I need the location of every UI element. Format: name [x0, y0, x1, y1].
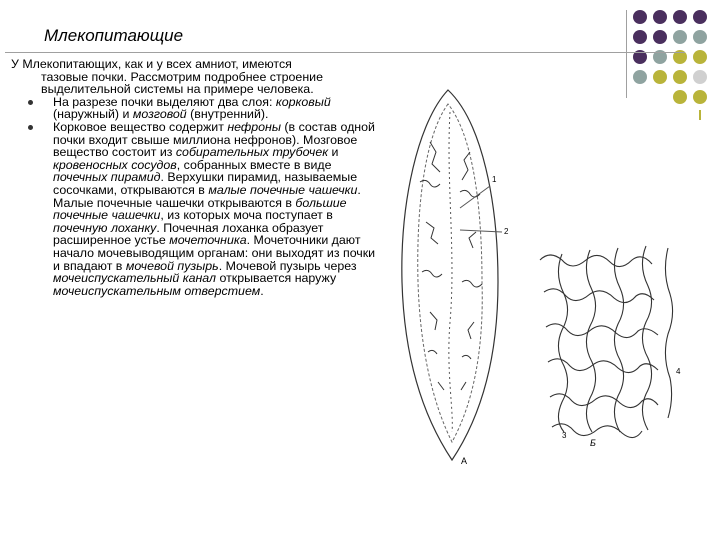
- dot: [693, 70, 707, 84]
- text: . Малые почечные чашечки открываются в: [53, 182, 361, 210]
- text: . Верхушки пирамид, называемые сосочками, открываются в: [53, 170, 358, 197]
- text: (внутренний).: [186, 107, 269, 122]
- term: мочеточника: [169, 233, 247, 248]
- text: . Мочевой пузырь через: [218, 258, 357, 273]
- term: мозговой: [132, 107, 187, 122]
- text: , из которых моча поступает в: [160, 208, 333, 223]
- label-1: 1: [492, 175, 497, 184]
- kidney-section-a: [402, 90, 502, 460]
- dot: [693, 90, 707, 104]
- term: мочеиспускательным отверстием: [53, 283, 261, 298]
- divider-horizontal: [5, 52, 685, 53]
- label-2: 2: [504, 227, 509, 236]
- text: На разрезе почки выделяют два слоя:: [53, 94, 276, 109]
- term: большие почечные чашечки: [53, 195, 347, 223]
- intro-rest: тазовые почки. Рассмотрим подробнее строение выделительной системы на примере человека.: [41, 69, 323, 97]
- bullet-list: [11, 96, 381, 298]
- bullet-structure: [11, 121, 381, 297]
- dot: [633, 10, 647, 24]
- text: открывается наружу: [216, 271, 337, 286]
- dot: [673, 10, 687, 24]
- term: корковый: [275, 94, 331, 109]
- term: мочеиспускательный канал: [53, 271, 217, 286]
- text: и: [328, 145, 339, 160]
- intro-line: У Млекопитающих, как и у всех амниот, имеются: [11, 57, 292, 71]
- term: малые почечные чашечки: [208, 182, 358, 197]
- term: нефроны: [227, 119, 281, 134]
- term: почечных пирамид: [53, 170, 161, 185]
- text: (в состав одной почки входит свыше миллиона нефронов). Мозговое вещество состоит из: [53, 119, 375, 160]
- dot: [693, 30, 707, 44]
- slide-body: [11, 58, 381, 297]
- kidney-illustration: [390, 82, 690, 472]
- label-a: А: [461, 456, 468, 466]
- label-3: 3: [562, 431, 567, 440]
- label-b: Б: [590, 438, 596, 448]
- dot: [693, 50, 707, 64]
- dot-stub: [699, 110, 701, 120]
- slide-title: Млекопитающие: [44, 26, 184, 45]
- dot: [653, 10, 667, 24]
- text: Корковое вещество содержит: [53, 119, 228, 134]
- dot: [673, 30, 687, 44]
- label-4: 4: [676, 367, 681, 376]
- dot: [693, 10, 707, 24]
- text: , собранных вместе в виде: [176, 157, 332, 172]
- dot: [653, 30, 667, 44]
- text: . Почечная лоханка образует расширенное устье: [53, 220, 324, 248]
- bullet-layers: [11, 96, 381, 121]
- term: почечную лоханку: [53, 220, 157, 235]
- tubule-network-b: [538, 242, 678, 444]
- text: .: [260, 283, 264, 298]
- term: мочевой пузырь: [125, 258, 219, 273]
- term: собирательных трубочек: [175, 145, 329, 160]
- text: (наружный) и: [53, 107, 133, 122]
- term: кровеносных сосудов: [53, 157, 177, 172]
- dot: [633, 30, 647, 44]
- text: . Мочеточники дают начало мочевыводящим органам: они выходят из почки и впадают в: [53, 233, 376, 273]
